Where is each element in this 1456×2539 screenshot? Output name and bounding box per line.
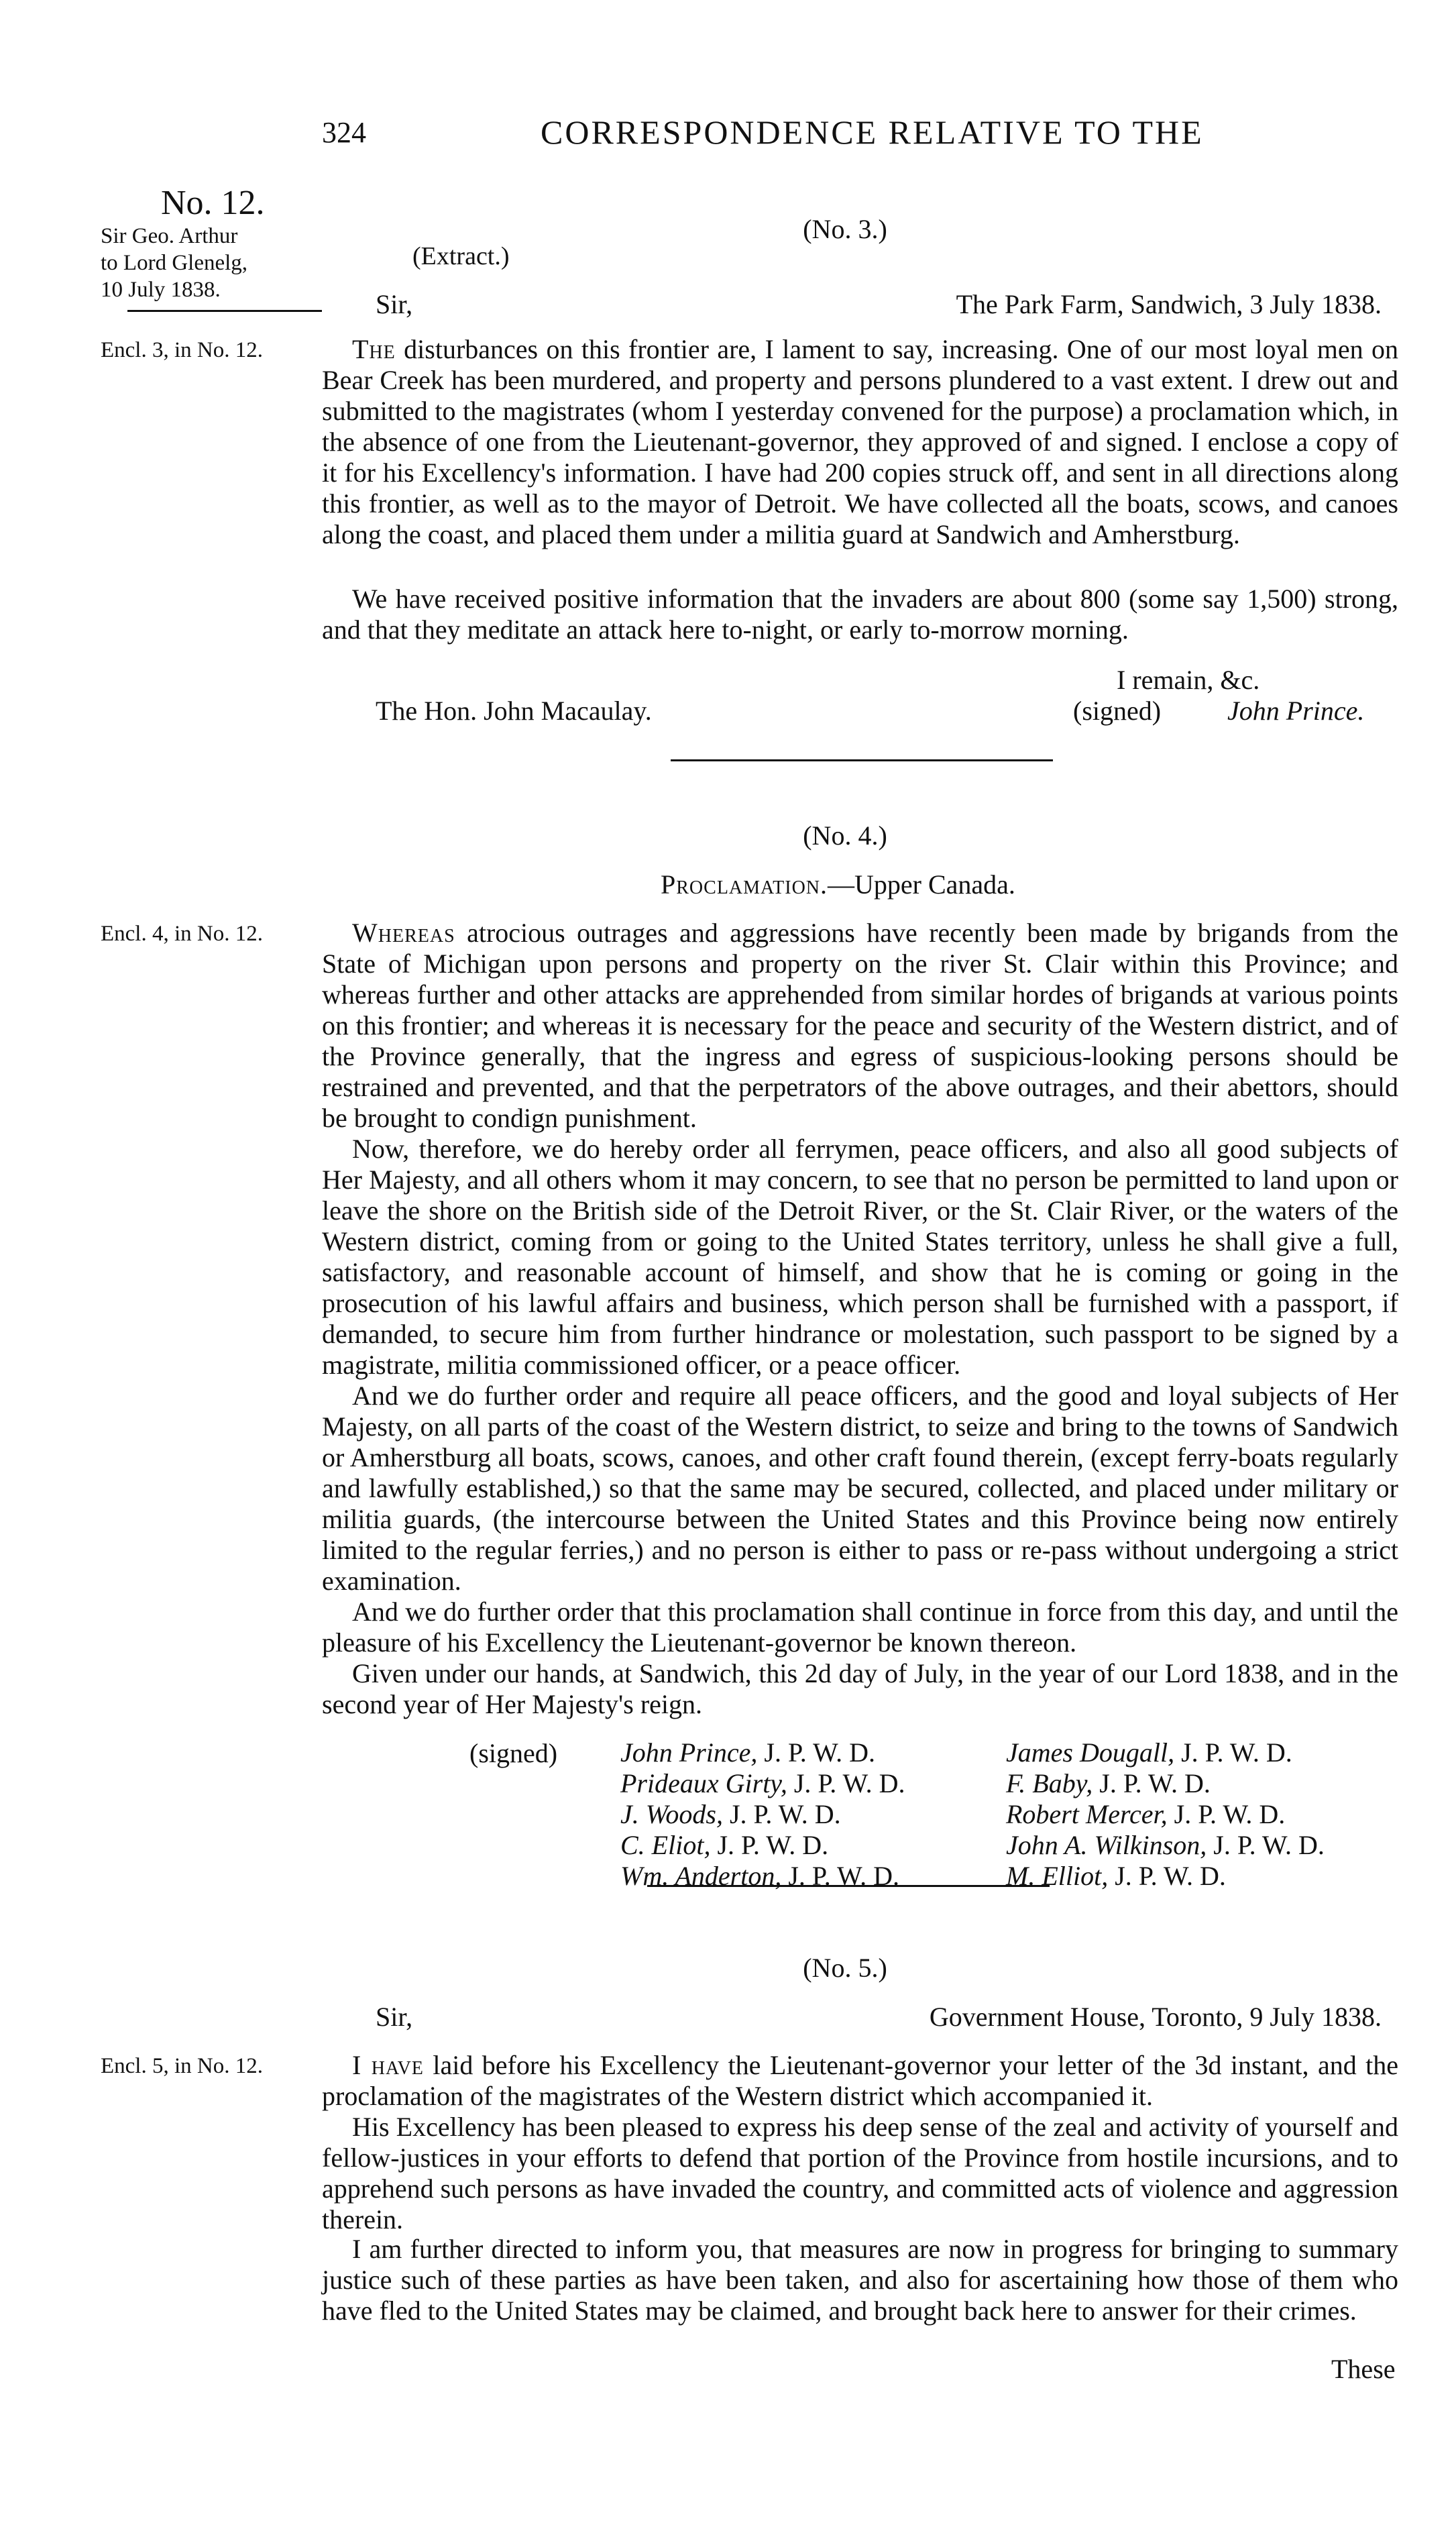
- letter4-signers-right: [1006, 1737, 1325, 1892]
- letter3-paragraph-2: We have received positive information that the invaders are about 800 (some say 1,500) strong, and that they meditate an attack here to-night, or early to-morrow morning.: [322, 584, 1398, 645]
- letter4-title-rest: —Upper Canada.: [828, 869, 1015, 900]
- catchword: These: [1331, 2354, 1396, 2384]
- letter4-heading: (No. 4.): [803, 820, 887, 851]
- letter4-paragraph-4: And we do further order that this proclamation shall continue in force from this day, and until the pleasure of his Excellency the Lieutenant-governor be known thereon.: [322, 1597, 1398, 1658]
- letter4-signers-left: [620, 1737, 905, 1892]
- signer-right-4: John A. Wilkinson, J. P. W. D.: [1006, 1830, 1325, 1860]
- letter3-signer: John Prince.: [1227, 696, 1365, 726]
- page-number: 324: [322, 116, 366, 149]
- letter4-title: [661, 869, 1015, 900]
- letter3-addressee: The Hon. John Macaulay.: [376, 696, 652, 726]
- signer-left-5: Wm. Anderton, J. P. W. D.: [620, 1861, 899, 1891]
- signer-left-4: C. Eliot, J. P. W. D.: [620, 1830, 829, 1860]
- margin-note: [101, 184, 322, 312]
- letter3-place-date: The Park Farm, Sandwich, 3 July 1838.: [956, 289, 1382, 319]
- letter4-signed: (signed): [469, 1738, 558, 1768]
- letter5-enclosure-note: Encl. 5, in No. 12.: [101, 2054, 263, 2078]
- letter3-enclosure-note: Encl. 3, in No. 12.: [101, 338, 263, 362]
- letter3-para1-text: disturbances on this frontier are, I lament to say, increasing. One of our most loyal men on Bear Creek has been murdered, and property and persons plundered to a vast extent. I drew out and submitted to the magistrates (whom I yesterday convened for the purpose) a proclamation which, in the absence of one from the Lieutenant-governor, they approved of and signed. I enclose a copy of it for his Excellency's information. I have had 200 copies struck off, and sent in all directions along this frontier, as well as to the mayor of Detroit. We have collected all the boats, scows, and canoes along the coast, and placed them under a militia guard at Sandwich and Amherstburg.: [322, 334, 1399, 549]
- letter3-paragraph-1: [322, 334, 1398, 550]
- margin-note-rule: [127, 310, 322, 312]
- running-title: CORRESPONDENCE RELATIVE TO THE: [541, 113, 1204, 151]
- letter4-paragraph-5: Given under our hands, at Sandwich, this 2d day of July, in the year of our Lord 1838, and in the second year of Her Majesty's reign.: [322, 1658, 1398, 1719]
- signer-right-3: Robert Mercer, J. P. W. D.: [1006, 1799, 1286, 1829]
- section-rule-1: [671, 759, 1053, 761]
- signer-right-1: James Dougall, J. P. W. D.: [1006, 1737, 1292, 1768]
- letter4-para1-lead: Whereas: [352, 918, 455, 948]
- signer-right-2: F. Baby, J. P. W. D.: [1006, 1768, 1211, 1798]
- letter4-enclosure-note: Encl. 4, in No. 12.: [101, 922, 263, 946]
- letter4-para1-text: atrocious outrages and aggressions have recently been made by brigands from the State of Michigan upon persons and property on the river St. Clair within this Province; and whereas further and other attacks are apprehended from similar hordes of brigands at various points on this frontier; and whereas it is necessary for the peace and security of the Western district, and of the Province generally, that the ingress and egress of suspicious-looking persons should be restrained and prevented, and that the perpetrators of the above outrages, and their abettors, should be brought to condign punishment.: [322, 918, 1399, 1133]
- letter4-paragraph-3: And we do further order and require all peace officers, and the good and loyal subjects of Her Majesty, on all parts of the coast of the Western district, to seize and bring to the towns of Sandwich or Amherstburg all boats, scows, canoes, and other craft found therein, (except ferry-boats regularly and lawfully established,) so that the same may be secured, collected, and placed under military or militia guards, (the intercourse between the United States and this Province being now entirely limited to the regular ferries,) and no person is either to pass or re-pass without undergoing a strict examination.: [322, 1381, 1398, 1596]
- signer-left-2: Prideaux Girty, J. P. W. D.: [620, 1768, 905, 1798]
- signer-left-3: J. Woods, J. P. W. D.: [620, 1799, 841, 1829]
- margin-note-line2: to Lord Glenelg,: [101, 251, 248, 275]
- letter5-para1-text: laid before his Excellency the Lieutenant-governor your letter of the 3d instant, and the proclamation of the magistrates of the Western district which accompanied it.: [322, 2050, 1399, 2111]
- margin-note-number: No. 12.: [161, 184, 265, 222]
- letter3-para1-lead: The: [352, 334, 396, 364]
- letter3-closing: I remain, &c.: [1117, 665, 1260, 695]
- letter5-paragraph-2: His Excellency has been pleased to express his deep sense of the zeal and activity of yourself and fellow-justices in your efforts to defend that portion of the Province from hostile incursions, and to apprehend such persons as have invaded the country, and committed acts of violence and aggression therein.: [322, 2112, 1398, 2234]
- margin-note-line3: 10 July 1838.: [101, 278, 221, 302]
- section-rule-2: [647, 1885, 1050, 1887]
- letter5-paragraph-1: [322, 2050, 1398, 2112]
- letter5-para1-lead: I have: [352, 2050, 424, 2080]
- letter3-extract: (Extract.): [412, 242, 510, 270]
- letter3-signed: (signed): [1073, 696, 1162, 726]
- letter5-place-date: Government House, Toronto, 9 July 1838.: [929, 2002, 1382, 2032]
- signer-right-5: M. Elliot, J. P. W. D.: [1006, 1861, 1226, 1891]
- letter3-heading: (No. 3.): [803, 214, 887, 244]
- letter5-paragraph-3: I am further directed to inform you, that measures are now in progress for bringing to summary justice such of these parties as have been taken, and also for ascertaining how those of them who have fled to the United States may be claimed, and brought back here to answer for their crimes.: [322, 2234, 1398, 2326]
- letter5-heading: (No. 5.): [803, 1953, 887, 1983]
- letter4-paragraph-2: Now, therefore, we do hereby order all ferrymen, peace officers, and also all good subjects of Her Majesty, and all others whom it may concern, to see that no person be permitted to land upon or leave the shore on the British side of the Detroit River, or the St. Clair River, or the waters of the Western district, coming from or going to the United States territory, unless he shall give a full, satisfactory, and reasonable account of himself, and show that he is coming or going in the prosecution of his lawful affairs and business, which person shall be furnished with a passport, if demanded, to secure him from further hindrance or molestation, such passport to be signed by a magistrate, militia commissioned officer, or a peace officer.: [322, 1134, 1398, 1380]
- letter4-title-proclamation: Proclamation.: [661, 869, 828, 900]
- margin-note-line1: Sir Geo. Arthur: [101, 224, 238, 248]
- letter4-paragraph-1: [322, 918, 1398, 1134]
- letter3-salutation: Sir,: [376, 289, 413, 319]
- letter5-salutation: Sir,: [376, 2002, 413, 2032]
- signer-left-1: John Prince, J. P. W. D.: [620, 1737, 875, 1768]
